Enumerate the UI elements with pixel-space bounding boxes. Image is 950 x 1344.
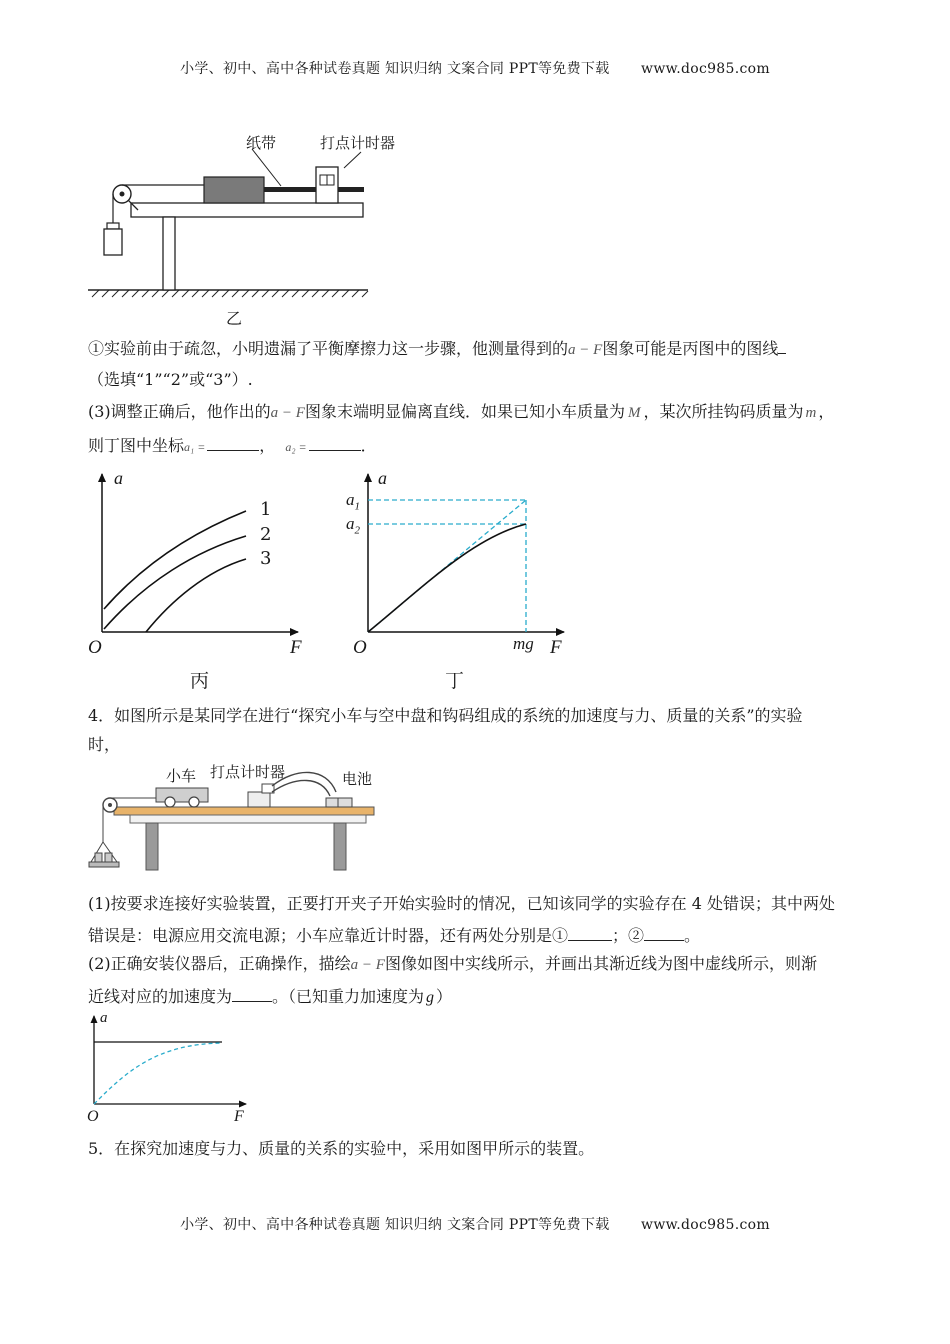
q4-part2-line2 (88, 985, 452, 1009)
ding-tick-a2 (346, 514, 360, 536)
curve-2 (104, 536, 246, 629)
curve-label-3: 3 (260, 548, 272, 569)
text: 图象可能是丙图中的图线 (602, 339, 779, 358)
math-a-minus-f: a − F (350, 957, 385, 973)
text: 近线对应的加速度为 (88, 987, 233, 1006)
actual-curve (368, 524, 526, 632)
figure-caption-bing: 丙 (190, 670, 210, 692)
label-battery: 电池 (342, 770, 373, 788)
bing-x-label: F (290, 637, 302, 658)
text: ，某次所挂钩码质量为 (643, 402, 804, 421)
text: ） (436, 987, 453, 1006)
q3-part1-line2: （选填“1”“2”或“3”）. (88, 370, 253, 389)
q3-part1-line1 (88, 337, 786, 361)
math-a-minus-f: a − F (568, 342, 603, 358)
figure-q4-graph (86, 1012, 256, 1122)
text: ；② (612, 926, 645, 945)
bing-y-label: a (114, 468, 123, 488)
figure-ding-graph (352, 466, 582, 656)
text: 。（已知重力加速度为 (272, 987, 425, 1006)
text: 错误是：电源应用交流电源；小车应靠近计时器，还有两处分别是① (88, 926, 569, 945)
ding-tick-a1 (346, 490, 360, 512)
footer-text: 小学、初中、高中各种试卷真题 知识归纳 文案合同 PPT等免费下载 (180, 1217, 610, 1233)
q4-part2-line1 (88, 953, 817, 976)
text: 则丁图中坐标 (88, 436, 185, 455)
q3-part3-line1 (88, 401, 834, 424)
page-footer (0, 1214, 950, 1234)
answer-blank[interactable] (778, 337, 786, 354)
label-cart: 小车 (166, 767, 197, 785)
answer-blank-a2[interactable] (309, 434, 361, 451)
figure-caption-ding: 丁 (445, 670, 465, 692)
q3-part3-line2 (88, 434, 377, 458)
curve-1 (104, 511, 246, 609)
answer-blank-a1[interactable] (207, 434, 259, 451)
text: ， (259, 436, 276, 455)
curve-3 (146, 559, 246, 632)
label-timer-q4: 打点计时器 (210, 763, 286, 781)
text: 1 (354, 500, 360, 513)
label-paper-tape: 纸带 (246, 134, 277, 152)
footer-url: www.doc985.com (641, 1217, 770, 1233)
text: 。 (684, 926, 701, 945)
math-a1: a₁ = (184, 440, 206, 454)
ding-tick-mg: mg (513, 634, 534, 653)
a-f-curve (94, 1043, 222, 1104)
answer-blank-3[interactable] (232, 985, 272, 1002)
curve-label-2: 2 (260, 524, 272, 545)
bing-origin: O (88, 637, 102, 658)
text: 2 (354, 524, 360, 537)
text: 图像如图中实线所示，并画出其渐近线为图中虚线所示，则渐 (384, 954, 817, 973)
label-timer: 打点计时器 (320, 134, 396, 152)
header-url: www.doc985.com (641, 61, 770, 77)
text: a (346, 490, 355, 509)
page-header (0, 58, 950, 78)
text: (3)调整正确后，他作出的 (88, 402, 271, 421)
figure-bing-graph (86, 466, 316, 656)
text: ． (360, 436, 377, 455)
figure-yi-apparatus (86, 130, 386, 310)
text: ①实验前由于疏忽，小明遗漏了平衡摩擦力这一步骤，他测量得到的 (88, 339, 569, 358)
text: 图象末端明显偏离直线．如果已知小车质量为 (304, 402, 625, 421)
text: a (346, 514, 355, 533)
ding-origin: O (353, 637, 367, 658)
figure-caption-yi: 乙 (226, 309, 243, 328)
q4-graph-y-label: a (100, 1010, 108, 1026)
q4-stem-line2: 时， (88, 735, 121, 754)
q4-graph-x-label: F (234, 1108, 244, 1125)
text: (2)正确安装仪器后，正确操作，描绘 (88, 954, 351, 973)
math-g: g (426, 989, 435, 1006)
text: ， (818, 402, 835, 421)
curve-label-1: 1 (260, 499, 272, 520)
ding-y-label: a (378, 468, 387, 488)
math-m: m (805, 405, 817, 421)
q4-graph-origin: O (87, 1108, 99, 1125)
q5-stem: 5．在探究加速度与力、质量的关系的实验中，采用如图甲所示的装置。 (88, 1139, 595, 1158)
header-text: 小学、初中、高中各种试卷真题 知识归纳 文案合同 PPT等免费下载 (180, 61, 610, 77)
math-a-minus-f: a − F (270, 405, 305, 421)
answer-blank-1[interactable] (568, 924, 612, 941)
ding-x-label: F (550, 637, 562, 658)
math-a2: a₂ = (285, 440, 307, 454)
q4-stem-line1: 4．如图所示是某同学在进行“探究小车与空中盘和钩码组成的系统的加速度与力、质量的关系”的实验 (88, 706, 803, 725)
q4-part1-line2 (88, 924, 700, 947)
math-M: M (627, 405, 641, 421)
answer-blank-2[interactable] (644, 924, 684, 941)
q4-part1-line1: (1)按要求连接好实验装置，正要打开夹子开始实验时的情况，已知该同学的实验存在 4 处错误；其中两处 (88, 894, 836, 913)
